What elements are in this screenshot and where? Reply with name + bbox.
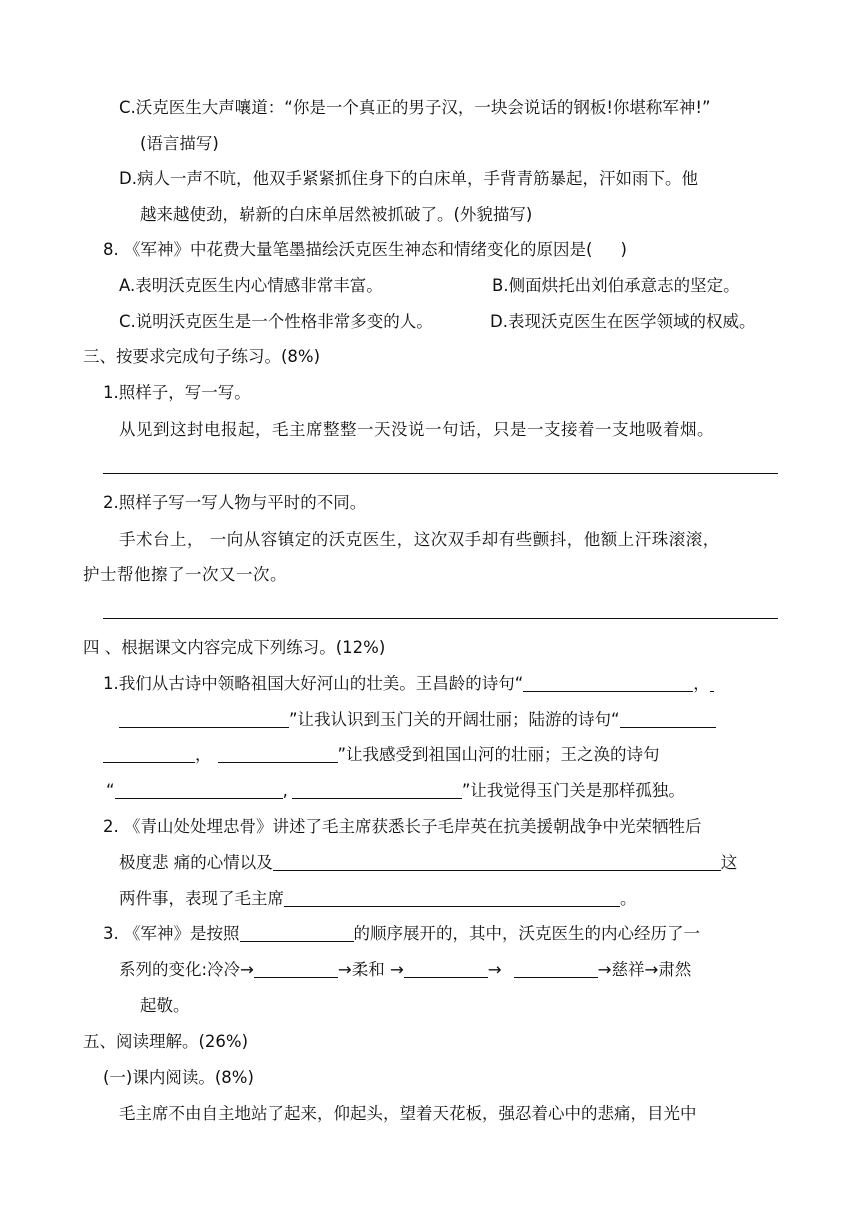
q8-option-d: D.表现沃克医生在医学领域的权威。 [490, 312, 756, 331]
sec4-q2-line3 [119, 887, 637, 911]
sec4-q2-line2 [119, 851, 737, 875]
sec4-q1-text-f: “ [106, 781, 115, 800]
sec3-q2-answer-line[interactable] [103, 618, 778, 619]
sec4-q3-line1 [103, 922, 700, 946]
sec5-passage-line1: 毛主席不由自主地站了起来，仰起头，望着天花板，强忍着心中的悲痛，目光中 [119, 1104, 697, 1123]
q7-option-c-line1: C.沃克医生大声嚷道：“你是一个真正的男子汉，一块会说话的钢板!你堪称军神!” [119, 98, 711, 117]
sec4-q3-blank-3[interactable] [404, 959, 488, 978]
sec3-q1-example: 从见到这封电报起，毛主席整整一天没说一句话，只是一支接着一支地吸着烟。 [119, 420, 714, 439]
sec4-q3-text-e: → [487, 960, 502, 979]
sec4-q1-line1 [103, 672, 714, 696]
sec4-q2-text-c: 这 [720, 853, 738, 872]
sec4-q2-line1: 2. 《青山处处埋忠骨》讲述了毛主席获悉长子毛岸英在抗美援朝战争中光荣牺牲后 [103, 817, 702, 836]
sec4-q1-text-h: ”让我觉得玉门关是那样孤独。 [461, 781, 685, 800]
sec3-q2-label: 2.照样子写一写人物与平时的不同。 [103, 493, 367, 512]
sec3-q2-example-line2: 护士帮他擦了一次又一次。 [83, 565, 287, 584]
sec4-q1-blank-3b[interactable] [103, 744, 195, 763]
sec4-q1-blank-2[interactable] [119, 709, 289, 728]
sec4-q1-blank-3[interactable] [620, 709, 716, 728]
sec4-q1-blank-6[interactable] [292, 780, 462, 799]
q8-stem-text: 8. 《军神》中花费大量笔墨描绘沃克医生神态和情绪变化的原因是( [103, 240, 593, 259]
sec4-q3-blank-2[interactable] [254, 959, 338, 978]
sec4-q3-text-c: 系列的变化:冷冷→ [119, 960, 254, 979]
section-3-title: 三、按要求完成句子练习。(8%) [83, 347, 321, 366]
q8-stem-close: ) [620, 240, 627, 259]
section-4-title: 四 、根据课文内容完成下列练习。(12%) [83, 638, 386, 657]
sec4-q3-text-b: 的顺序展开的，其中，沃克医生的内心经历了一 [353, 924, 700, 943]
sec4-q3-blank-4[interactable] [514, 959, 598, 978]
sec4-q2-text-e: 。 [620, 889, 637, 908]
q7-option-d-line2: 越来越使劲，崭新的白床单居然被抓破了。(外貌描写) [140, 205, 533, 224]
sec3-q1-answer-line[interactable] [103, 473, 778, 474]
sec4-q1-blank-1[interactable] [523, 673, 693, 692]
sec4-q1-blank-5[interactable] [115, 780, 283, 799]
q8-stem [103, 238, 627, 262]
sec4-q1-text-c: ”让我认识到玉门关的开阔壮丽；陆游的诗句“ [289, 710, 620, 729]
q7-option-c-line2: (语言描写) [140, 134, 219, 153]
sec4-q1-text-a: 1.我们从古诗中领略祖国大好河山的壮美。王昌龄的诗句“ [103, 674, 524, 693]
sec4-q1-line2 [119, 708, 716, 732]
sec4-q2-blank-1[interactable] [273, 852, 721, 871]
sec4-q2-blank-2[interactable] [284, 888, 620, 907]
sec4-q1-text-d: ， [195, 745, 212, 764]
sec4-q1-text-e: ”让我感受到祖国山河的壮丽；王之涣的诗句 [337, 745, 660, 764]
q8-option-b: B.侧面烘托出刘伯承意志的坚定。 [492, 276, 740, 295]
sec4-q3-blank-1[interactable] [240, 923, 354, 942]
sec3-q2-example-line1: 手术台上， 一向从容镇定的沃克医生，这次双手却有些颤抖，他额上汗珠滚滚， [119, 530, 720, 549]
sec5-subsection-1-title: (一)课内阅读。(8%) [103, 1068, 254, 1087]
sec3-q1-label: 1.照样子，写一写。 [103, 383, 251, 402]
sec4-q1-line4 [106, 779, 685, 803]
sec4-q3-text-d: →柔和 → [337, 960, 404, 979]
sec4-q3-line2 [119, 958, 691, 982]
sec4-q1-text-g: , [282, 781, 288, 800]
sec4-q2-text-b: 极度悲 痛的心情以及 [119, 853, 273, 872]
sec4-q2-text-d: 两件事，表现了毛主席 [119, 889, 284, 908]
sec4-q1-blank-1-tail [710, 673, 714, 692]
sec4-q3-text-f: →慈祥→肃然 [597, 960, 692, 979]
sec4-q3-text-a: 3. 《军神》是按照 [103, 924, 240, 943]
sec4-q1-line3 [103, 743, 660, 767]
sec4-q3-line3: 起敬。 [140, 996, 190, 1015]
sec4-q1-text-b: ， [693, 674, 710, 693]
q8-option-a: A.表明沃克医生内心情感非常丰富。 [119, 276, 383, 295]
q7-option-d-line1: D.病人一声不吭，他双手紧紧抓住身下的白床单，手背青筋暴起，汗如雨下。他 [119, 169, 698, 188]
q8-option-c: C.说明沃克医生是一个性格非常多变的人。 [119, 312, 433, 331]
sec4-q1-blank-4[interactable] [218, 744, 338, 763]
section-5-title: 五、阅读理解。(26%) [83, 1032, 249, 1051]
